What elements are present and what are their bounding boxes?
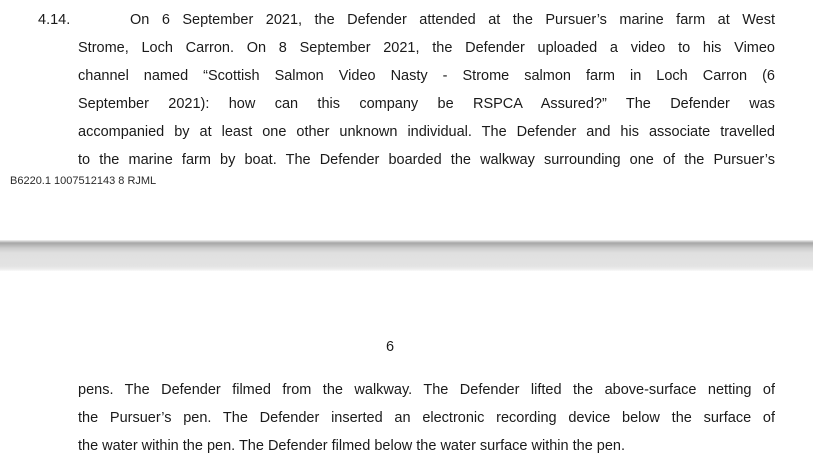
- text-line: accompanied by at least one other unknown individual. The Defender and his associate travelled: [78, 124, 775, 140]
- text-line: pens. The Defender filmed from the walkway. The Defender lifted the above-surface netting of: [78, 382, 775, 398]
- text-line: the Pursuer’s pen. The Defender inserted an electronic recording device below the surface of: [78, 410, 775, 426]
- page-number: 6: [385, 339, 395, 355]
- paragraph-4-14-continuation: [78, 376, 775, 460]
- text-line: On 6 September 2021, the Defender attended at the Pursuer’s marine farm at West: [130, 12, 775, 28]
- text-line: the water within the pen. The Defender filmed below the water surface within the pen.: [78, 438, 626, 454]
- page-break-divider: [0, 240, 813, 271]
- text-line: September 2021): how can this company be RSPCA Assured?” The Defender was: [78, 96, 775, 112]
- paragraph-4-14-body: [78, 6, 775, 174]
- text-line: to the marine farm by boat. The Defender boarded the walkway surrounding one of the Pursuer’s: [78, 152, 775, 168]
- text-line: channel named “Scottish Salmon Video Nasty - Strome salmon farm in Loch Carron (6: [78, 68, 775, 84]
- paragraph-number: 4.14.: [38, 12, 71, 28]
- text-line: Strome, Loch Carron. On 8 September 2021, the Defender uploaded a video to his Vimeo: [78, 40, 775, 56]
- document-footer-reference: B6220.1 1007512143 8 RJML: [10, 175, 157, 187]
